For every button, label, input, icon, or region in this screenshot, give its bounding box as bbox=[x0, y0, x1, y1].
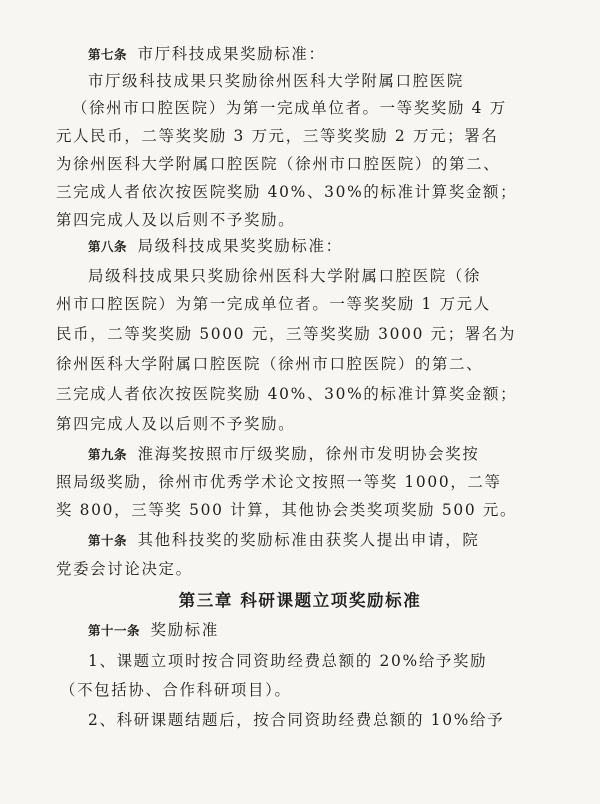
paragraph-line: 三完成人者依次按医院奖励 40%、30%的标准计算奖金额； bbox=[56, 385, 518, 403]
article-number: 第七条 bbox=[88, 47, 128, 62]
paragraph-line: 民币，二等奖奖励 5000 元，三等奖奖励 3000 元；署名为 bbox=[56, 325, 517, 343]
paragraph-line: 为徐州医科大学附属口腔医院（徐州市口腔医院）的第二、 bbox=[56, 155, 501, 173]
chapter-title: 第三章 科研课题立项奖励标准 bbox=[178, 591, 422, 610]
article-text: 淮海奖按照市厅级奖励，徐州市发明协会奖按 bbox=[137, 445, 480, 463]
article-number: 第八条 bbox=[88, 239, 128, 254]
article-title: 奖励标准 bbox=[150, 621, 219, 639]
paragraph-line: 第四完成人及以后则不予奖励。 bbox=[56, 211, 296, 229]
article-10-heading bbox=[88, 530, 479, 551]
article-number: 第九条 bbox=[88, 447, 128, 462]
paragraph-line: （不包括协、合作科研项目）。 bbox=[60, 681, 292, 699]
article-number: 第十条 bbox=[88, 533, 128, 548]
paragraph-line: 州市口腔医院）为第一完成单位者。一等奖奖励 1 万元人 bbox=[56, 295, 491, 313]
paragraph-line: 奖 800，三等奖 500 计算，其他协会类奖项奖励 500 元。 bbox=[56, 501, 518, 519]
article-11-heading bbox=[88, 620, 219, 641]
article-9-heading bbox=[88, 444, 479, 465]
paragraph-line: 照局级奖励，徐州市优秀学术论文按照一等奖 1000，二等 bbox=[56, 473, 502, 491]
paragraph-line: 2、科研课题结题后，按合同资助经费总额的 10%给予 bbox=[88, 711, 505, 729]
article-number: 第十一条 bbox=[88, 623, 141, 638]
article-7-heading bbox=[88, 44, 326, 65]
paragraph-line: 1、课题立项时按合同资助经费总额的 20%给予奖励 bbox=[88, 652, 488, 670]
article-title: 局级科技成果奖奖励标准： bbox=[137, 237, 343, 255]
article-title: 市厅科技成果奖励标准： bbox=[137, 45, 326, 63]
paragraph-line: 三完成人者依次按医院奖励 40%、30%的标准计算奖金额； bbox=[56, 183, 518, 201]
paragraph-line: 党委会讨论决定。 bbox=[56, 560, 193, 578]
paragraph-line: 元人民币，二等奖奖励 3 万元，三等奖奖励 2 万元；署名 bbox=[56, 127, 499, 145]
paragraph-line: 徐州医科大学附属口腔医院（徐州市口腔医院）的第二、 bbox=[56, 355, 484, 373]
paragraph-line: （徐州市口腔医院）为第一完成单位者。一等奖奖励 4 万 bbox=[72, 99, 507, 117]
paragraph-line: 第四完成人及以后则不予奖励。 bbox=[56, 415, 296, 433]
paragraph-line: 局级科技成果只奖励徐州医科大学附属口腔医院（徐 bbox=[88, 267, 482, 285]
paragraph-line: 市厅级科技成果只奖励徐州医科大学附属口腔医院 bbox=[88, 72, 464, 90]
article-text: 其他科技奖的奖励标准由获奖人提出申请，院 bbox=[137, 531, 480, 549]
article-8-heading bbox=[88, 236, 343, 257]
